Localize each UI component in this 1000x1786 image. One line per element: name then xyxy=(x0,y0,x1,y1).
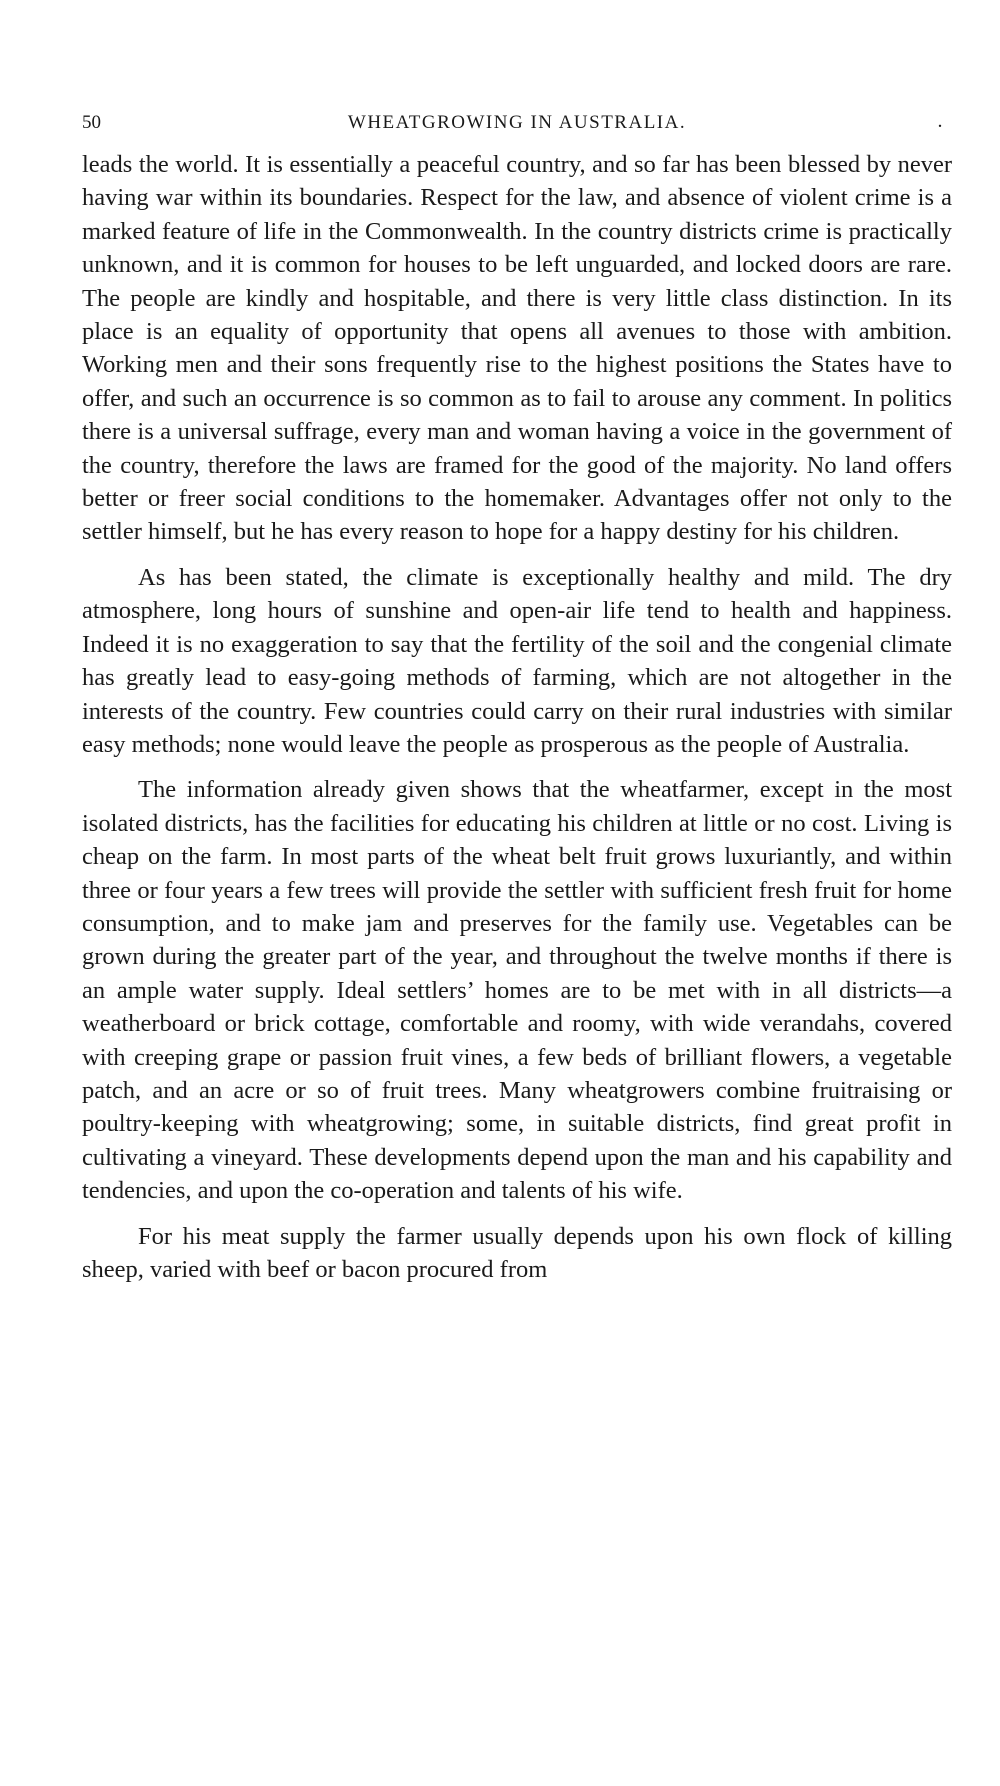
running-head xyxy=(82,100,952,140)
book-page xyxy=(82,100,952,1298)
running-title: WHEATGROWING IN AUSTRALIA. xyxy=(347,112,687,133)
body-text xyxy=(82,148,952,1286)
stray-mark: . xyxy=(937,110,944,132)
page-number: 50 xyxy=(82,112,101,133)
paragraph-3: The information already given shows that the wheatfarmer, except in the most isolated districts, has the facilities for educating his children at little or no cost. Living is cheap on the farm. In most parts of the wheat belt fruit grows luxuriantly, and within three or four years a few trees will provide the settler with sufficient fresh fruit for home consumption, and to make jam and preserves for the family use. Vegetables can be grown during the greater part of the year, and throughout the twelve months if there is an ample water supply. Ideal settlers’ homes are to be met with in all districts—a weatherboard or brick cottage, comfortable and roomy, with wide verandahs, covered with creeping grape or passion fruit vines, a few beds of brilliant flowers, a vegetable patch, and an acre or so of fruit trees. Many wheatgrowers combine fruitraising or poultry-keeping with wheatgrowing; some, in suitable districts, find great profit in cultivating a vineyard. These developments depend upon the man and his capability and tendencies, and upon the co-operation and talents of his wife. xyxy=(82,776,952,1205)
paragraph-2: As has been stated, the climate is exceptionally healthy and mild. The dry atmosphere, long hours of sunshine and open-air life tend to health and happiness. Indeed it is no exaggeration to say that the fertility of the soil and the congenial climate has greatly lead to easy-going methods of farming, which are not altogether in the interests of the country. Few countries could carry on their rural industries with similar easy methods; none would leave the people as prosperous as the people of Australia. xyxy=(82,563,952,758)
paragraph-1: leads the world. It is essentially a peaceful country, and so far has been blessed by never having war within its boundaries. Respect for the law, and absence of violent crime is a marked feature of life in the Commonwealth. In the country districts crime is practically unknown, and it is common for houses to be left unguarded, and locked doors are rare. The people are kindly and hospitable, and there is very little class distinction. In its place is an equality of opportunity that opens all avenues to those with ambition. Working men and their sons frequently rise to the highest positions the States have to offer, and such an occurrence is so common as to fail to arouse any comment. In politics there is a universal suffrage, every man and woman having a voice in the government of the country, therefore the laws are framed for the good of the majority. No land offers better or freer social conditions to the homemaker. Advantages offer not only to the settler himself, but he has every reason to hope for a happy destiny for his children. xyxy=(82,151,952,546)
paragraph-4: For his meat supply the farmer usually depends upon his own flock of killing sheep, varied with beef or bacon procured from xyxy=(82,1222,952,1283)
